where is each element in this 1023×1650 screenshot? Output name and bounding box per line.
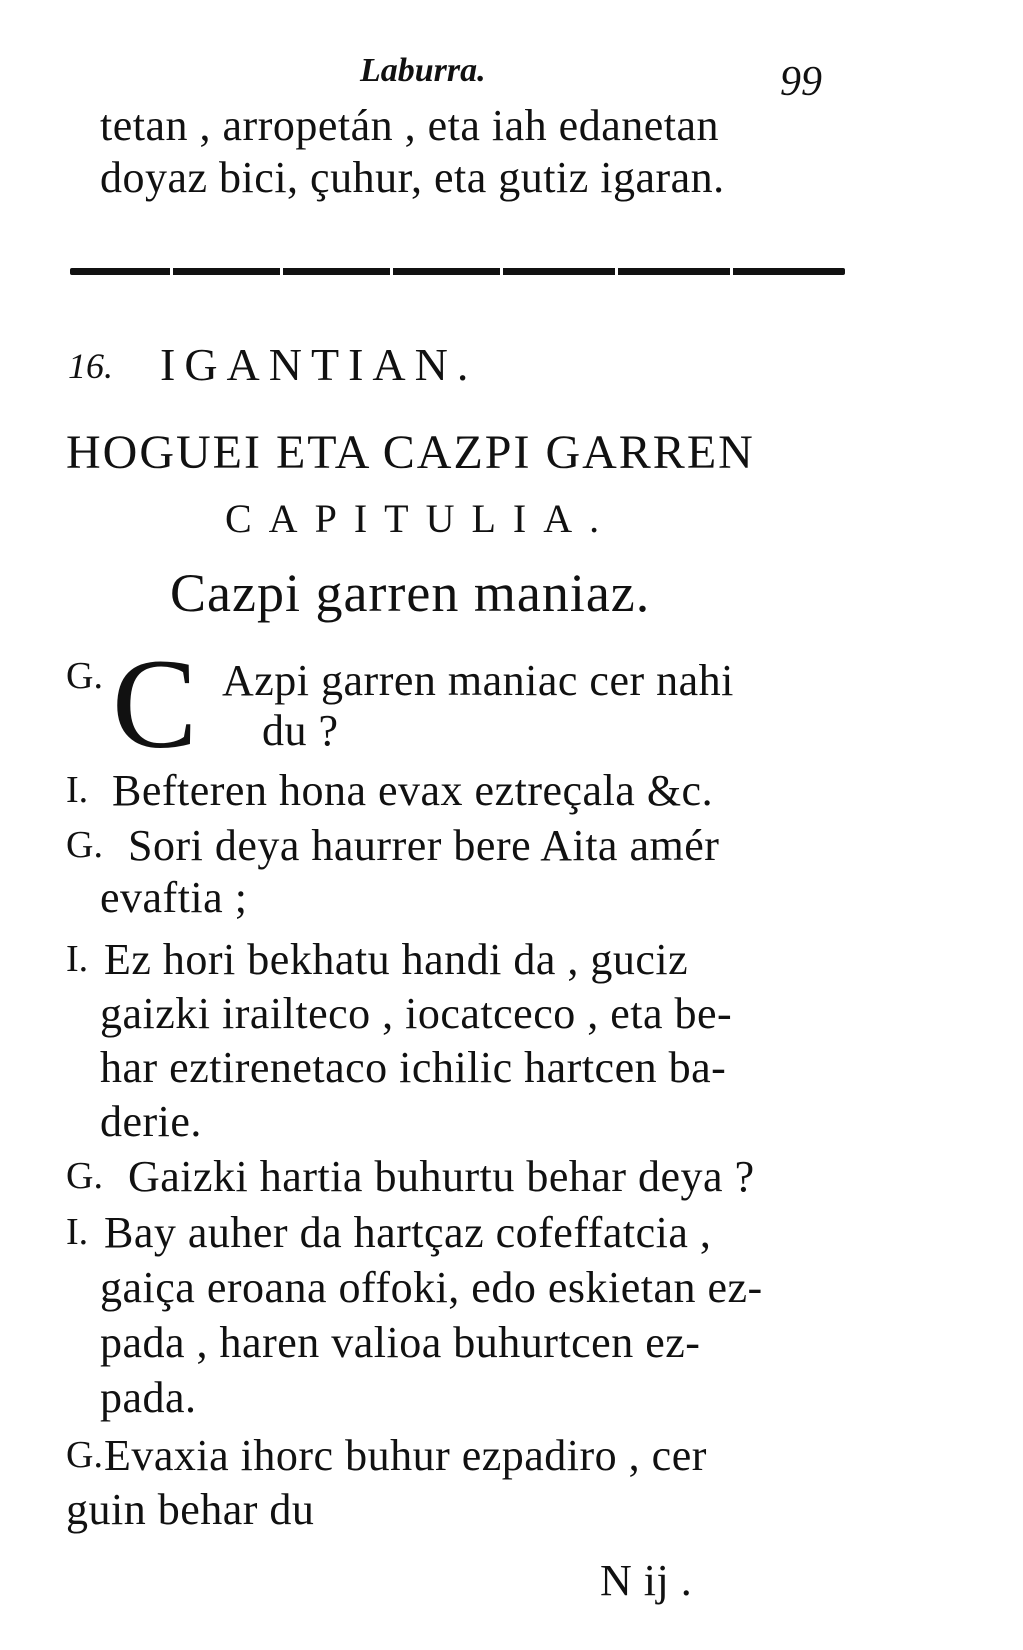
- section-title: IGANTIAN.: [160, 339, 478, 390]
- text-line-q1-1: Azpi garren maniac cer nahi: [222, 656, 734, 705]
- text-line-a2-2: gaizki irailteco , iocatceco , eta be-: [100, 989, 733, 1038]
- speaker-label: G.: [66, 1155, 103, 1197]
- page-number: 99: [780, 59, 822, 105]
- drop-cap-letter: C: [112, 633, 198, 775]
- text-line-2: doyaz bici, çuhur, eta gutiz igaran.: [100, 153, 725, 202]
- text-line-a3-4: pada.: [100, 1373, 197, 1422]
- speaker-label: G.: [66, 824, 103, 866]
- text-line-q4-1: Evaxia ihorc buhur ezpadiro , cer: [104, 1431, 707, 1480]
- text-line-q3-1: Gaizki hartia buhurtu behar deya ?: [128, 1152, 755, 1201]
- text-line-a2-3: har eztirenetaco ichilic hartcen ba-: [100, 1043, 727, 1092]
- running-title: Laburra.: [360, 52, 486, 89]
- text-line-q2-2: evaftia ;: [100, 873, 248, 922]
- text-line-a3-3: pada , haren valioa buhurtcen ez-: [100, 1318, 701, 1367]
- chapter-title: HOGUEI ETA CAZPI GARREN: [66, 426, 755, 479]
- text-line-a3-2: gaiça eroana offoki, edo eskietan ez-: [100, 1263, 763, 1312]
- chapter-subtitle: Cazpi garren maniaz.: [170, 563, 651, 623]
- text-line-a2-4: derie.: [100, 1097, 202, 1146]
- text-line-q4-2: guin behar du: [66, 1485, 315, 1534]
- section-number: 16.: [68, 346, 113, 386]
- text-line-a3-1: Bay auher da hartçaz cofeffatcia ,: [104, 1208, 712, 1257]
- signature-mark: N ij .: [600, 1556, 693, 1605]
- section-divider: [70, 268, 845, 275]
- speaker-label: I.: [66, 1211, 89, 1253]
- text-line-q2-1: Sori deya haurrer bere Aita amér: [128, 821, 720, 870]
- text-line-a2-1: Ez hori bekhatu handi da , guciz: [104, 935, 689, 984]
- speaker-label: G.: [66, 655, 103, 697]
- text-line-1: tetan , arropetán , eta iah edanetan: [100, 101, 720, 150]
- text-line-a1-1: Befteren hona evax eztreçala &c.: [112, 766, 714, 815]
- text-line-q1-2: du ?: [262, 706, 339, 755]
- speaker-label: I.: [66, 769, 89, 811]
- speaker-label: I.: [66, 938, 89, 980]
- chapter-label: CAPITULIA.: [225, 496, 617, 541]
- speaker-label: G.: [66, 1434, 103, 1476]
